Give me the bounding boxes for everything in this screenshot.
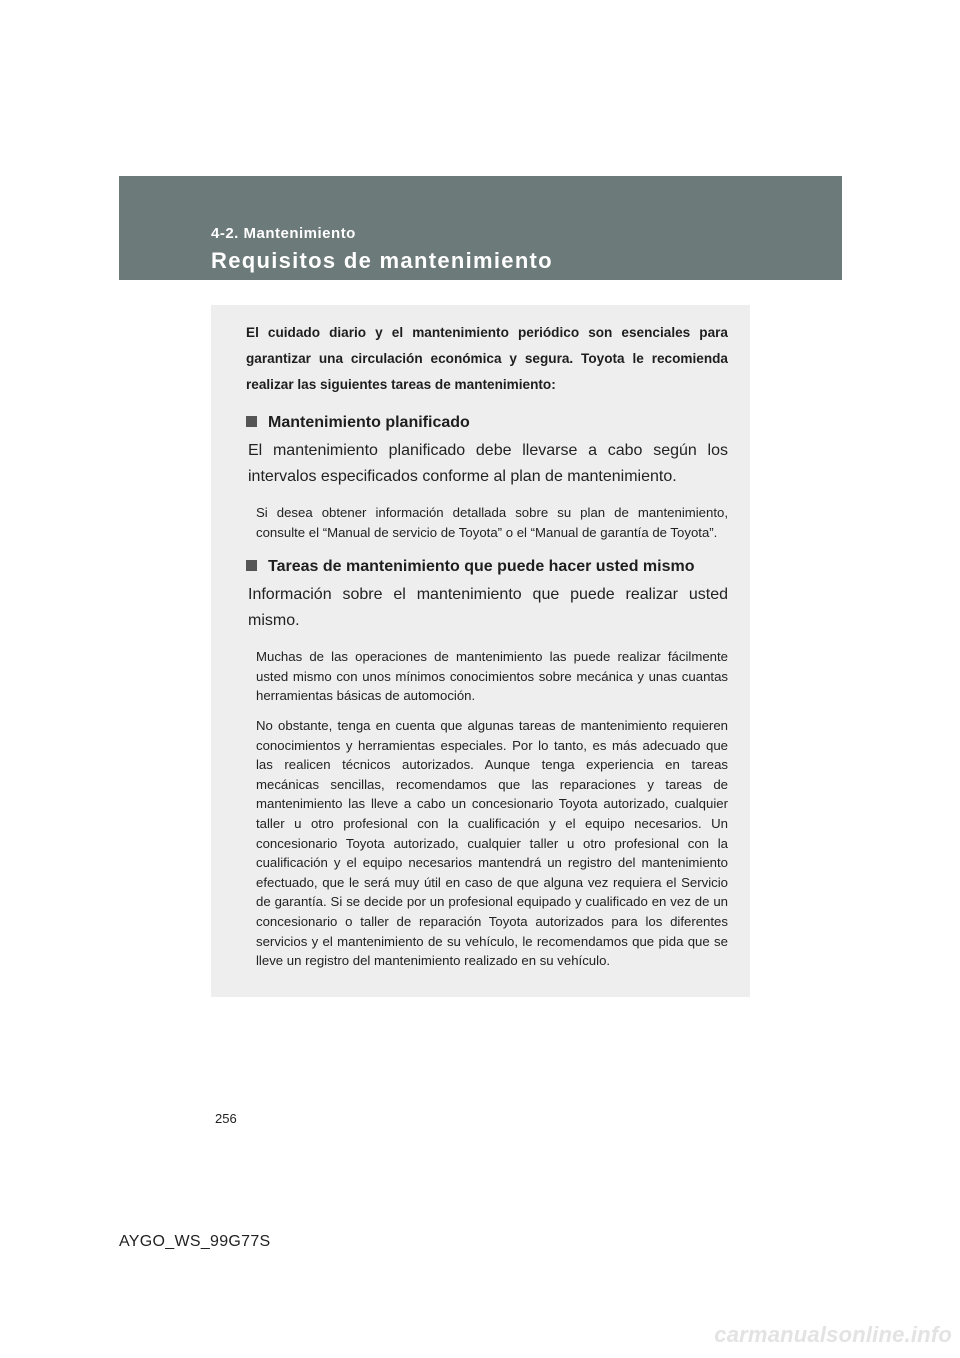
- square-bullet-icon: [246, 416, 257, 427]
- page-number: 256: [215, 1111, 237, 1126]
- section-heading-text: Tareas de mantenimiento que puede hacer usted mismo: [268, 558, 695, 576]
- section-heading-planned: [246, 412, 728, 433]
- section-note-diy-2: No obstante, tenga en cuenta que algunas tareas de mantenimiento requieren conocimientos y herramientas especiales. Por lo tanto, es más adecuado que las realicen técnicos autorizados. Aunque tenga experiencia en tareas mecánicas sencillas, recomendamos que las reparaciones y tareas de mantenimiento las lleve a cabo un concesionario Toyota autorizado, cualquier taller u otro profesional con la cualificación y el equipo necesarios. Un concesionario Toyota autorizado, cualquier taller u otro profesional con la cualificación y el equipo necesarios mantendrá un registro del mantenimiento efectuado, que le será muy útil en caso de que alguna vez requiera el Servicio de garantía. Si se decide por un profesional equipado y cualificado en vez de un concesionario o taller de reparación Toyota autorizados para los diferentes servicios y el mantenimiento de su vehículo, le recomendamos que pida que se lleve un registro del mantenimiento realizado en su vehículo.: [256, 717, 728, 969]
- square-bullet-icon: [246, 560, 257, 571]
- section-lead-planned: El mantenimiento planificado debe llevarse a cabo según los intervalos especificados conforme al plan de mantenimiento.: [248, 442, 728, 485]
- content-box: [211, 305, 750, 997]
- section-label: 4-2. Mantenimiento: [211, 225, 356, 242]
- section-heading-diy: [246, 556, 728, 577]
- header-band: [119, 176, 842, 280]
- section-note-planned: Si desea obtener información detallada sobre su plan de mantenimiento, consulte el “Manual de servicio de Toyota” o el “Manual de garantía de Toyota”.: [256, 505, 728, 540]
- section-lead-diy: Información sobre el mantenimiento que puede realizar usted mismo.: [248, 586, 728, 630]
- document-code: AYGO_WS_99G77S: [119, 1233, 271, 1250]
- section-heading-text: Mantenimiento planificado: [268, 414, 470, 431]
- intro-text: El cuidado diario y el mantenimiento periódico son esenciales para garantizar una circulación económica y segura. Toyota le recomienda realizar las siguientes tareas de mantenimiento:: [246, 325, 728, 392]
- section-note-diy-1: Muchas de las operaciones de mantenimiento las puede realizar fácilmente usted mismo con unos mínimos conocimientos sobre mecánica y unas cuantas herramientas básicas de automoción.: [256, 649, 728, 704]
- page-title: Requisitos de mantenimiento: [211, 248, 553, 273]
- watermark: carmanualsonline.info: [714, 1322, 952, 1347]
